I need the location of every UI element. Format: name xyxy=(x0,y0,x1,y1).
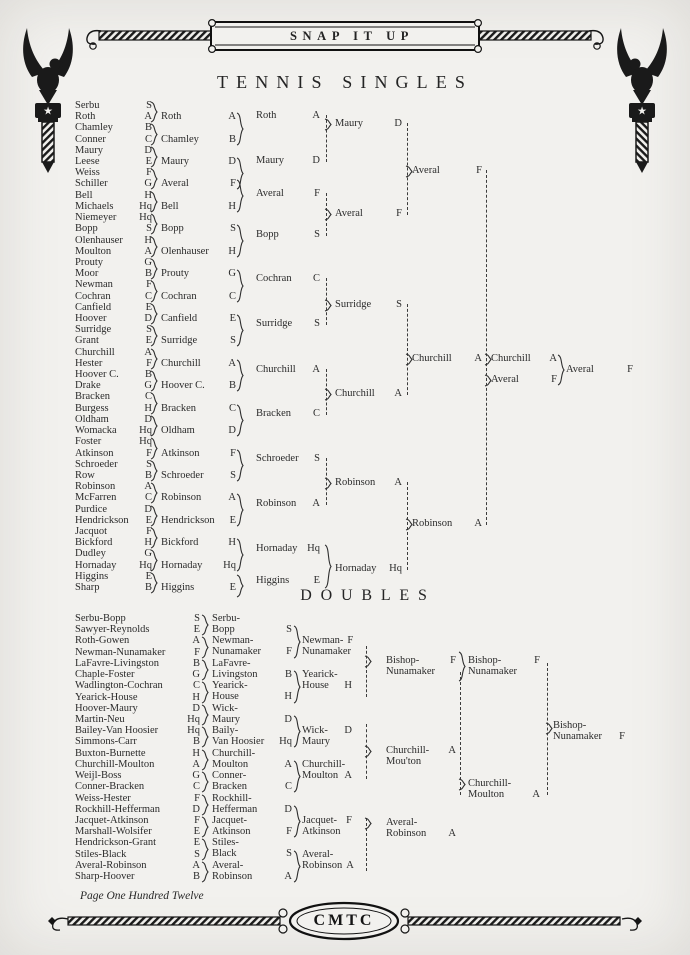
bracket-entry: Roth-Gowen A xyxy=(75,635,200,646)
bracket-connector xyxy=(236,269,245,308)
bracket-entry: Robinson A xyxy=(75,481,152,492)
bracket-entry: McFarren C xyxy=(75,492,152,503)
bracket-entry: Olenhauser H xyxy=(75,235,152,246)
bracket-entry: Higgins E xyxy=(256,575,320,586)
bracket-entry: Conner-Bracken C xyxy=(75,781,200,792)
bracket-entry: Surridge S xyxy=(161,335,236,346)
bracket-entry: Chamley B xyxy=(75,122,152,133)
bracket-winner-brace xyxy=(484,353,493,371)
bracket-connector-line xyxy=(486,358,487,525)
bracket-entry: Maury D xyxy=(256,155,320,166)
bracket-entry: Bailey-Van Hoosier Hq xyxy=(75,725,200,736)
bracket-entry: Churchill- Moulton A xyxy=(468,778,540,801)
bracket-entry: Surridge S xyxy=(256,318,320,329)
bracket-entry: Averal F xyxy=(412,165,482,176)
bracket-entry: Jacquet-Atkinson F xyxy=(75,815,200,826)
bracket-entry: Weijl-Boss G xyxy=(75,770,200,781)
bracket-entry: Averal- Robinson A xyxy=(212,860,292,883)
bracket-connector xyxy=(293,670,302,709)
bracket-entry: Robinson A xyxy=(412,518,482,529)
bracket-entry: Roth A xyxy=(75,111,152,122)
singles-title: TENNIS SINGLES xyxy=(217,72,473,92)
bracket-entry: Niemeyer Hq xyxy=(75,212,152,223)
svg-text:★: ★ xyxy=(637,105,647,118)
bracket-entry: Womacka Hq xyxy=(75,425,152,436)
bracket-entry: Drake G xyxy=(75,380,152,391)
bracket-entry: Cochran C xyxy=(161,291,236,302)
banner-title: SNAP IT UP xyxy=(289,29,415,43)
bracket-entry: Roth A xyxy=(161,111,236,122)
bracket-entry: Chamley B xyxy=(161,134,236,145)
bracket-entry: Serbu S xyxy=(75,100,152,111)
bracket-entry: Prouty G xyxy=(75,257,152,268)
bracket-winner-brace xyxy=(405,165,414,183)
bracket-entry: Leese E xyxy=(75,156,152,167)
bracket-winner-brace xyxy=(545,722,554,740)
bracket-entry: Cochran C xyxy=(256,273,320,284)
bracket-entry: Robinson A xyxy=(335,477,402,488)
bracket-entry: Buxton-Burnette H xyxy=(75,748,200,759)
bracket-connector xyxy=(557,354,566,391)
bracket-entry: Jacquot F xyxy=(75,526,152,537)
bracket-entry: Churchill- Moulton A xyxy=(302,759,352,782)
bracket-entry: Jacquet- Atkinson F xyxy=(212,815,292,838)
bracket-entry: Cochran C xyxy=(75,291,152,302)
bracket-entry: Stiles-Black S xyxy=(75,849,200,860)
bracket-entry: Higgins E xyxy=(75,571,152,582)
bracket-connector xyxy=(201,861,210,888)
bracket-entry: Newman- Nunamaker F xyxy=(212,635,292,658)
bracket-entry: Surridge S xyxy=(75,324,152,335)
bracket-entry: Weiss F xyxy=(75,167,152,178)
bracket-winner-brace xyxy=(405,353,414,371)
bracket-entry: Serbu- Bopp S xyxy=(212,613,292,636)
bracket-connector xyxy=(293,715,302,753)
bracket-entry: Churchill A xyxy=(161,358,236,369)
bracket-entry: Churchill A xyxy=(75,347,152,358)
bracket-entry: Hoover C. B xyxy=(75,369,152,380)
bracket-entry: Newman- F Nunamaker xyxy=(302,635,354,658)
bracket-entry: Hornaday Hq xyxy=(256,543,320,554)
bracket-entry: Bracken C xyxy=(161,403,236,414)
bracket-winner-brace xyxy=(324,208,333,226)
bracket-entry: Hoover-Maury D xyxy=(75,703,200,714)
bracket-entry: Averal F xyxy=(335,208,402,219)
bracket-entry: Churchill A xyxy=(256,364,320,375)
bracket-entry: Atkinson F xyxy=(75,448,152,459)
bracket-entry: Bopp S xyxy=(161,223,236,234)
bracket-entry: Churchill A xyxy=(335,388,402,399)
bracket-entry: Grant E xyxy=(75,335,152,346)
bracket-connector xyxy=(150,572,159,599)
bracket-connector xyxy=(236,574,245,603)
bracket-entry: Olenhauser H xyxy=(161,246,236,257)
bracket-entry: Bishop- Nunamaker F xyxy=(553,720,625,743)
bracket-entry: Rockhill-Hefferman D xyxy=(75,804,200,815)
bracket-entry: Hendrickson E xyxy=(75,515,152,526)
bracket-entry: Churchill- Moulton A xyxy=(212,748,292,771)
bracket-entry: Conner- Bracken C xyxy=(212,770,292,793)
bracket-connector xyxy=(293,760,302,798)
bracket-entry: Churchill- A Mou'ton xyxy=(386,745,456,768)
bracket-entry: Canfield E xyxy=(75,302,152,313)
bracket-entry: Prouty G xyxy=(161,268,236,279)
bracket-entry: Hendrickson-Grant E xyxy=(75,837,200,848)
bracket-connector xyxy=(236,404,245,442)
bracket-connector xyxy=(236,538,245,577)
bracket-entry: Wick- Maury D xyxy=(212,703,292,726)
bracket-entry: Purdice D xyxy=(75,504,152,515)
bracket-entry: LaFavre- Livingston B xyxy=(212,658,292,681)
bracket-connector xyxy=(293,625,302,664)
bracket-entry: Oldham D xyxy=(161,425,236,436)
bracket-entry: Robinson A xyxy=(161,492,236,503)
bracket-entry: Schroeder S xyxy=(256,453,320,464)
bracket-connector-line xyxy=(486,170,487,381)
bracket-entry: Averal F xyxy=(491,374,557,385)
bracket-entry: Newman-Nunamaker F xyxy=(75,647,200,658)
bracket-entry: Rockhill- Hefferman D xyxy=(212,793,292,816)
bracket-entry: Bell H xyxy=(161,201,236,212)
bracket-connector xyxy=(236,224,245,263)
bracket-connector xyxy=(236,493,245,532)
bracket-entry: Averal F xyxy=(256,188,320,199)
bracket-entry: Maury D xyxy=(335,118,402,129)
bracket-entry: Yearick- House H xyxy=(302,669,352,692)
bracket-winner-brace xyxy=(458,778,467,796)
bracket-entry: Jacquet- F Atkinson xyxy=(302,815,352,838)
bracket-entry: Row B xyxy=(75,470,152,481)
page-number: Page One Hundred Twelve xyxy=(80,890,204,902)
bracket-entry: Oldham D xyxy=(75,414,152,425)
bracket-winner-brace xyxy=(364,655,373,673)
bracket-connector-line xyxy=(407,304,408,395)
bracket-connector xyxy=(236,359,245,397)
bracket-connector-line xyxy=(460,672,461,795)
bracket-entry: Marshall-Wolsifer E xyxy=(75,826,200,837)
bracket-entry: Moor B xyxy=(75,268,152,279)
bracket-entry: LaFavre-Livingston B xyxy=(75,658,200,669)
bracket-entry: Hornaday Hq xyxy=(161,560,236,571)
bracket-entry: Yearick-House H xyxy=(75,692,200,703)
bracket-entry: Serbu-Bopp S xyxy=(75,613,200,624)
bracket-entry: Surridge S xyxy=(335,299,402,310)
bracket-winner-brace xyxy=(405,518,414,536)
bracket-entry: Higgins E xyxy=(161,582,236,593)
bracket-entry: Michaels Hq xyxy=(75,201,152,212)
bracket-entry: Bishop- F Nunamaker xyxy=(386,655,456,678)
bracket-winner-brace xyxy=(364,817,373,835)
bracket-entry: Hoover C. B xyxy=(161,380,236,391)
bracket-entry: Bishop- F Nunamaker xyxy=(468,655,540,678)
eagle-sword-right-icon xyxy=(602,20,682,175)
bracket-connector xyxy=(236,449,245,487)
bracket-connector xyxy=(324,544,333,594)
bracket-entry: Robinson A xyxy=(256,498,320,509)
bracket-entry: Canfield E xyxy=(161,313,236,324)
bracket-entry: Conner C xyxy=(75,134,152,145)
bracket-entry: Bracken C xyxy=(75,391,152,402)
bracket-entry: Chaple-Foster G xyxy=(75,669,200,680)
bracket-entry: Baily- Van Hoosier Hq xyxy=(212,725,292,748)
bracket-winner-brace xyxy=(324,388,333,406)
bracket-entry: Newman F xyxy=(75,279,152,290)
bracket-winner-brace xyxy=(324,118,333,136)
bracket-entry: Schiller G xyxy=(75,178,152,189)
bracket-entry: Moulton A xyxy=(75,246,152,257)
bracket-entry: Sawyer-Reynolds E xyxy=(75,624,200,635)
bracket-entry: Hendrickson E xyxy=(161,515,236,526)
bracket-entry: Dudley G xyxy=(75,548,152,559)
bracket-entry: Stiles- Black S xyxy=(212,837,292,860)
bracket-entry: Hornaday Hq xyxy=(75,560,152,571)
bracket-connector xyxy=(293,805,302,843)
bracket-entry: Bickford H xyxy=(75,537,152,548)
bracket-entry: Wick- D Maury xyxy=(302,725,352,748)
bracket-entry: Sharp B xyxy=(75,582,152,593)
bracket-entry: Churchill A xyxy=(412,353,482,364)
bracket-entry: Maury D xyxy=(75,145,152,156)
bracket-entry: Hoover D xyxy=(75,313,152,324)
bracket-entry: Averal F xyxy=(161,178,236,189)
bracket-entry: Churchill-Moulton A xyxy=(75,759,200,770)
bracket-entry: Bopp S xyxy=(256,229,320,240)
bracket-entry: Schroeder S xyxy=(75,459,152,470)
bracket-entry: Bell H xyxy=(75,190,152,201)
bracket-entry: Martin-Neu Hq xyxy=(75,714,200,725)
bracket-entry: Burgess H xyxy=(75,403,152,414)
bracket-entry: Averal-Robinson A xyxy=(75,860,200,871)
bracket-winner-brace xyxy=(364,745,373,763)
bracket-entry: Sharp-Hoover B xyxy=(75,871,200,882)
bracket-entry: Bickford H xyxy=(161,537,236,548)
bracket-connector xyxy=(236,179,245,218)
bracket-entry: Weiss-Hester F xyxy=(75,793,200,804)
bracket-connector xyxy=(236,314,245,352)
bracket-entry: Schroeder S xyxy=(161,470,236,481)
bracket-entry: Averal F xyxy=(566,364,633,375)
bracket-winner-brace xyxy=(324,477,333,495)
bracket-winner-brace xyxy=(324,299,333,317)
bracket-entry: Averal- Robinson A xyxy=(302,849,354,872)
bracket-entry: Averal- Robinson A xyxy=(386,817,456,840)
svg-text:★: ★ xyxy=(43,105,53,118)
bracket-entry: Hornaday Hq xyxy=(335,563,402,574)
bracket-entry: Yearick- House H xyxy=(212,680,292,703)
bracket-entry: Wadlington-Cochran C xyxy=(75,680,200,691)
bracket-entry: Simmons-Carr B xyxy=(75,736,200,747)
bracket-entry: Foster Hq xyxy=(75,436,152,447)
bracket-connector xyxy=(293,850,302,888)
bracket-entry: Bopp S xyxy=(75,223,152,234)
doubles-title: DOUBLES xyxy=(300,587,436,604)
bracket-entry: Roth A xyxy=(256,110,320,121)
bracket-connector xyxy=(236,112,245,151)
bracket-entry: Hester F xyxy=(75,358,152,369)
cmtc-emblem: CMTC xyxy=(313,912,375,929)
bracket-entry: Maury D xyxy=(161,156,236,167)
bracket-entry: Churchill A xyxy=(491,353,557,364)
bracket-entry: Bracken C xyxy=(256,408,320,419)
bracket-entry: Atkinson F xyxy=(161,448,236,459)
